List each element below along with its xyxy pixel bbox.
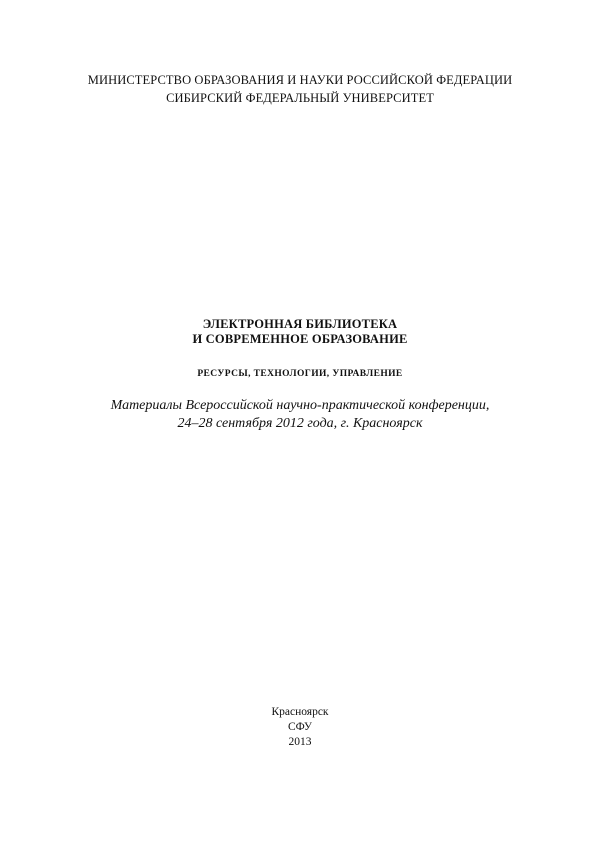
ministry-name: МИНИСТЕРСТВО ОБРАЗОВАНИЯ И НАУКИ РОССИЙСКОЙ ФЕДЕРАЦИИ xyxy=(87,73,513,87)
imprint-publisher: СФУ xyxy=(287,721,313,733)
university-name: СИБИРСКИЙ ФЕДЕРАЛЬНЫЙ УНИВЕРСИТЕТ xyxy=(166,91,434,105)
document-subtitle: РЕСУРСЫ, ТЕХНОЛОГИИ, УПРАВЛЕНИЕ xyxy=(197,369,403,379)
document-title xyxy=(0,317,600,347)
publication-imprint xyxy=(0,705,600,750)
institution-header xyxy=(0,71,600,107)
title-line-1: ЭЛЕКТРОННАЯ БИБЛИОТЕКА xyxy=(202,317,398,331)
imprint-city: Красноярск xyxy=(271,706,329,718)
title-line-2: И СОВРЕМЕННОЕ ОБРАЗОВАНИЕ xyxy=(192,332,408,346)
description-line-2: 24–28 сентября 2012 года, г. Красноярск xyxy=(177,416,423,431)
conference-description xyxy=(0,397,600,433)
imprint-year: 2013 xyxy=(288,736,312,748)
description-line-1: Материалы Всероссийской научно-практической конференции, xyxy=(110,398,490,413)
